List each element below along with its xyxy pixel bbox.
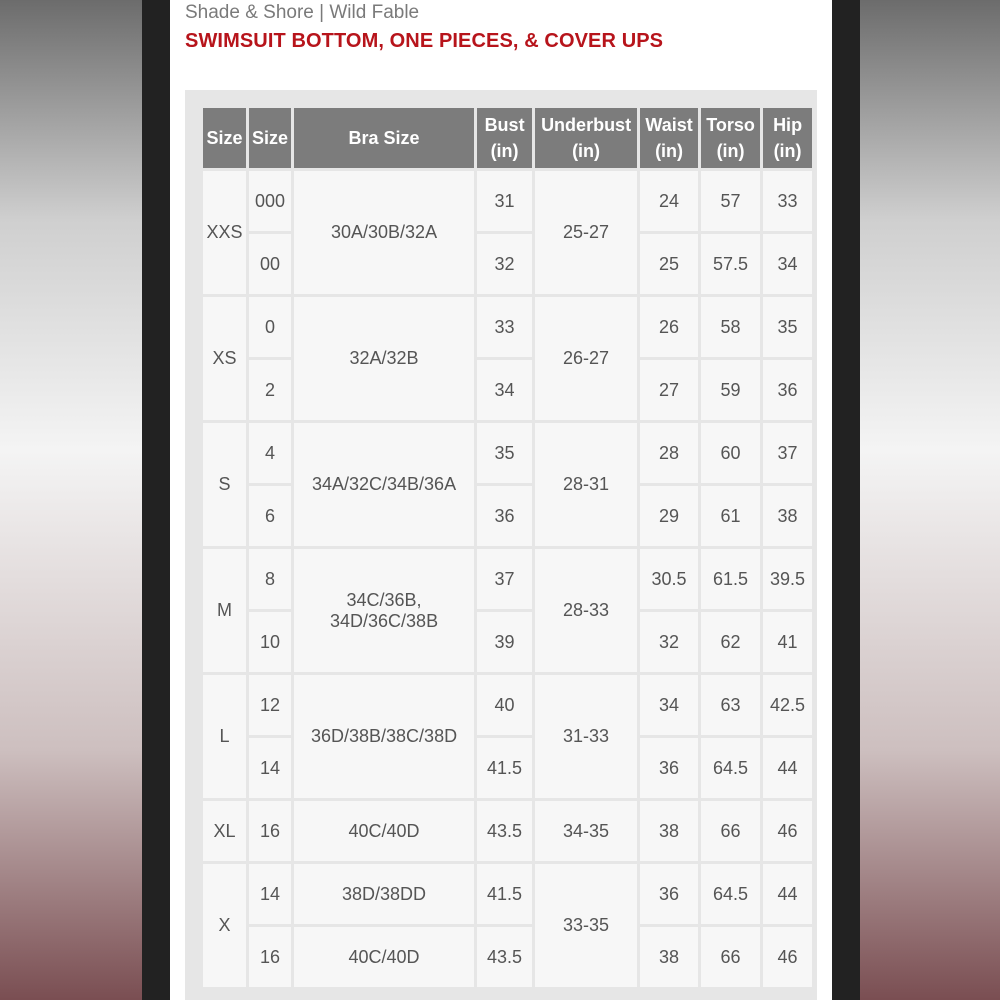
underbust-cell: 25-27: [535, 171, 637, 294]
table-header-row: [203, 108, 812, 168]
size-chart-page: [170, 0, 832, 1000]
header-size-number: Size: [249, 108, 291, 168]
torso-cell: 62: [701, 612, 760, 672]
size-letter-cell: XS: [203, 297, 246, 420]
bust-cell: 43.5: [477, 801, 532, 861]
table-row: [203, 297, 812, 357]
bra-size-cell: 32A/32B: [294, 297, 474, 420]
hip-cell: 37: [763, 423, 812, 483]
waist-cell: 24: [640, 171, 698, 231]
size-number-cell: 10: [249, 612, 291, 672]
table-row: [203, 549, 812, 609]
bust-cell: 36: [477, 486, 532, 546]
size-number-cell: 000: [249, 171, 291, 231]
size-number-cell: 4: [249, 423, 291, 483]
hip-cell: 46: [763, 927, 812, 987]
size-number-cell: 2: [249, 360, 291, 420]
hip-cell: 36: [763, 360, 812, 420]
size-letter-cell: L: [203, 675, 246, 798]
underbust-cell: 26-27: [535, 297, 637, 420]
bra-size-cell: 40C/40D: [294, 927, 474, 987]
underbust-cell: 34-35: [535, 801, 637, 861]
table-row: [203, 423, 812, 483]
bust-cell: 32: [477, 234, 532, 294]
torso-cell: 60: [701, 423, 760, 483]
hip-cell: 44: [763, 738, 812, 798]
size-letter-cell: S: [203, 423, 246, 546]
underbust-cell: 28-33: [535, 549, 637, 672]
size-number-cell: 00: [249, 234, 291, 294]
torso-cell: 59: [701, 360, 760, 420]
torso-cell: 64.5: [701, 864, 760, 924]
table-row: [203, 864, 812, 924]
bust-cell: 34: [477, 360, 532, 420]
size-letter-cell: M: [203, 549, 246, 672]
size-number-cell: 14: [249, 864, 291, 924]
torso-cell: 57.5: [701, 234, 760, 294]
waist-cell: 36: [640, 738, 698, 798]
hip-cell: 35: [763, 297, 812, 357]
bust-cell: 40: [477, 675, 532, 735]
bra-size-cell: 38D/38DD: [294, 864, 474, 924]
torso-cell: 57: [701, 171, 760, 231]
hip-cell: 33: [763, 171, 812, 231]
hip-cell: 38: [763, 486, 812, 546]
waist-cell: 27: [640, 360, 698, 420]
bra-size-cell: 34C/36B, 34D/36C/38B: [294, 549, 474, 672]
waist-cell: 36: [640, 864, 698, 924]
torso-cell: 64.5: [701, 738, 760, 798]
hip-cell: 39.5: [763, 549, 812, 609]
bust-cell: 39: [477, 612, 532, 672]
size-number-cell: 0: [249, 297, 291, 357]
size-number-cell: 6: [249, 486, 291, 546]
torso-cell: 58: [701, 297, 760, 357]
bust-cell: 33: [477, 297, 532, 357]
background-blur-left: [0, 0, 142, 1000]
torso-cell: 63: [701, 675, 760, 735]
size-number-cell: 14: [249, 738, 291, 798]
bra-size-cell: 40C/40D: [294, 801, 474, 861]
waist-cell: 30.5: [640, 549, 698, 609]
size-number-cell: 12: [249, 675, 291, 735]
size-number-cell: 16: [249, 801, 291, 861]
header-bust: Bust (in): [477, 108, 532, 168]
header-underbust: Underbust (in): [535, 108, 637, 168]
brand-line: Shade & Shore | Wild Fable: [185, 2, 420, 23]
underbust-cell: 28-31: [535, 423, 637, 546]
bra-size-cell: 36D/38B/38C/38D: [294, 675, 474, 798]
waist-cell: 29: [640, 486, 698, 546]
bust-cell: 35: [477, 423, 532, 483]
bust-cell: 31: [477, 171, 532, 231]
underbust-cell: 31-33: [535, 675, 637, 798]
hip-cell: 46: [763, 801, 812, 861]
size-table: [200, 105, 815, 990]
header-bra-size: Bra Size: [294, 108, 474, 168]
bust-cell: 37: [477, 549, 532, 609]
size-letter-cell: X: [203, 864, 246, 987]
header-torso: Torso (in): [701, 108, 760, 168]
torso-cell: 66: [701, 927, 760, 987]
hip-cell: 44: [763, 864, 812, 924]
bra-size-cell: 34A/32C/34B/36A: [294, 423, 474, 546]
background-blur-right: [858, 0, 1000, 1000]
header-size-letter: Size: [203, 108, 246, 168]
table-row: [203, 927, 812, 987]
size-letter-cell: XXS: [203, 171, 246, 294]
bust-cell: 41.5: [477, 738, 532, 798]
table-row: [203, 801, 812, 861]
bust-cell: 41.5: [477, 864, 532, 924]
torso-cell: 61.5: [701, 549, 760, 609]
header-waist: Waist (in): [640, 108, 698, 168]
bra-size-cell: 30A/30B/32A: [294, 171, 474, 294]
screen-frame-right: [832, 0, 860, 1000]
bust-cell: 43.5: [477, 927, 532, 987]
waist-cell: 25: [640, 234, 698, 294]
waist-cell: 38: [640, 801, 698, 861]
torso-cell: 66: [701, 801, 760, 861]
size-number-cell: 8: [249, 549, 291, 609]
torso-cell: 61: [701, 486, 760, 546]
chart-title: SWIMSUIT BOTTOM, ONE PIECES, & COVER UPS: [185, 30, 664, 52]
underbust-cell: 33-35: [535, 864, 637, 987]
table-row: [203, 675, 812, 735]
waist-cell: 38: [640, 927, 698, 987]
waist-cell: 32: [640, 612, 698, 672]
header-hip: Hip (in): [763, 108, 812, 168]
waist-cell: 26: [640, 297, 698, 357]
size-number-cell: 16: [249, 927, 291, 987]
hip-cell: 41: [763, 612, 812, 672]
size-table-panel: [185, 90, 817, 1000]
hip-cell: 42.5: [763, 675, 812, 735]
size-letter-cell: XL: [203, 801, 246, 861]
waist-cell: 28: [640, 423, 698, 483]
table-row: [203, 171, 812, 231]
waist-cell: 34: [640, 675, 698, 735]
hip-cell: 34: [763, 234, 812, 294]
screen-frame-left: [142, 0, 170, 1000]
